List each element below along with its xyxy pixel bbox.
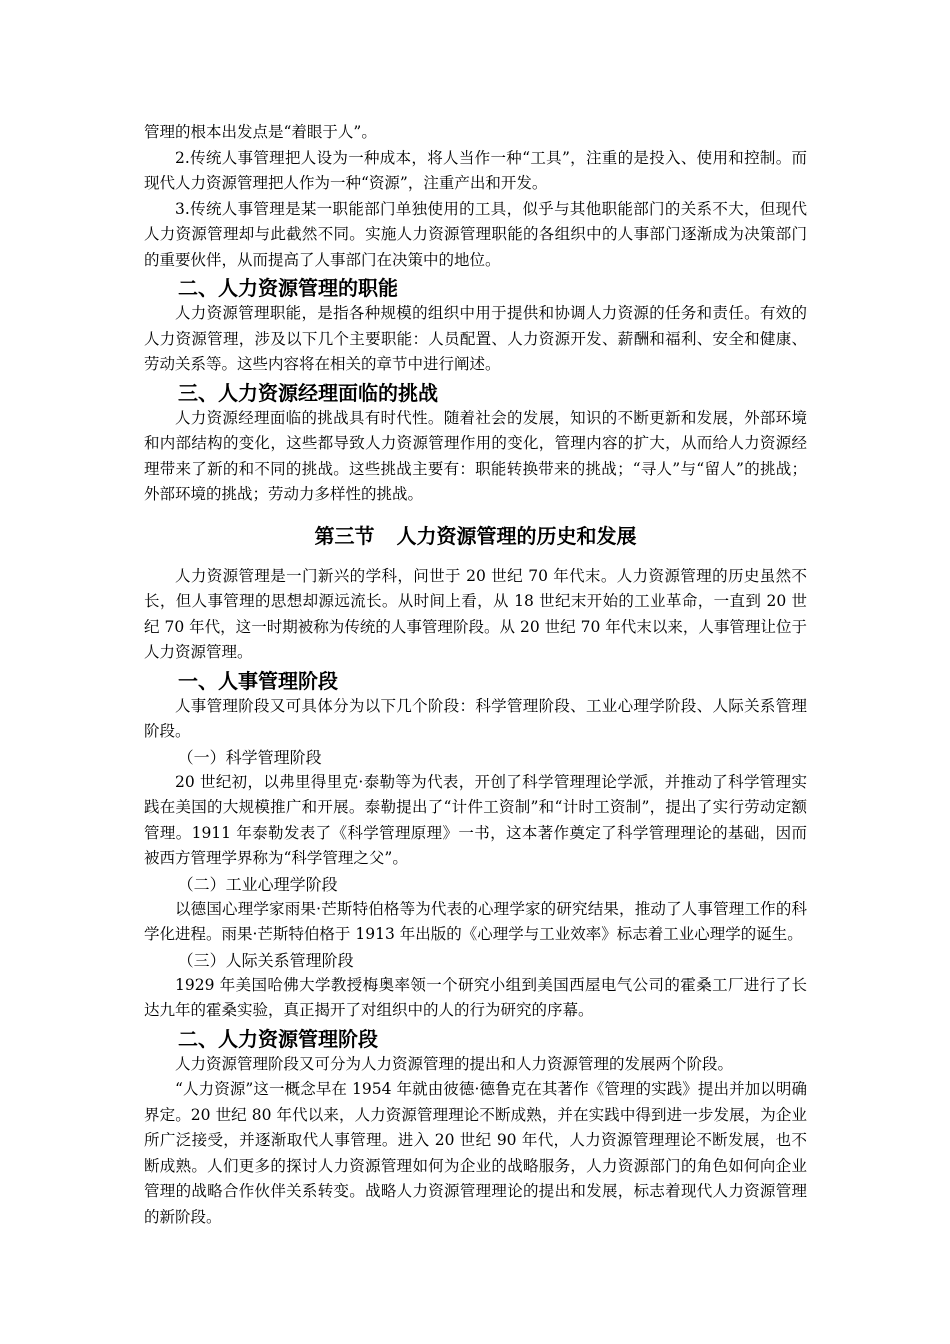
section-title: 人力资源管理的历史和发展 (396, 523, 637, 548)
section-heading: 二、人力资源管理的职能 (178, 276, 398, 300)
paragraph: 20 世纪初，以弗里得里克·泰勒等为代表，开创了科学管理理论学派，并推动了科学管理实践在美国的大规模推广和开展。泰勒提出了“计件工资制”和“计时工资制”，提出了实行劳动定额管理。1911 年泰勒发表了《科学管理原理》一书，这本著作奠定了科学管理理论的基础，因而被西方管理学界称为“科学管理之父”。 (144, 772, 807, 867)
paragraph: 人力资源经理面临的挑战具有时代性。随着社会的发展，知识的不断更新和发展，外部环境和内部结构的变化，这些都导致人力资源管理作用的变化，管理内容的扩大，从而给人力资源经理带来了新的和不同的挑战。这些挑战主要有：职能转换带来的挑战；“寻人”与“留人”的挑战；外部环境的挑战；劳动力多样性的挑战。 (144, 408, 807, 503)
paragraph: 人力资源管理是一门新兴的学科，问世于 20 世纪 70 年代末。人力资源管理的历史虽然不长，但人事管理的思想却源远流长。从时间上看，从 18 世纪末开始的工业革命，一直到 20 世纪 70 年代，这一时期被称为传统的人事管理阶段。从 20 世纪 70 年代末以来，人事管理让位于人力资源管理。 (144, 566, 807, 661)
paragraph: 以德国心理学家雨果·芒斯特伯格等为代表的心理学家的研究结果，推动了人事管理工作的科学化进程。雨果·芒斯特伯格于 1913 年出版的《心理学与工业效率》标志着工业心理学的诞生。 (144, 899, 807, 943)
subsection-heading: （三）人际关系管理阶段 (177, 950, 354, 970)
paragraph: 2.传统人事管理把人设为一种成本，将人当作一种“工具”，注重的是投入、使用和控制。而现代人力资源管理把人作为一种“资源”，注重产出和开发。 (144, 148, 807, 192)
section-number: 第三节 (314, 523, 375, 548)
paragraph: 人力资源管理职能，是指各种规模的组织中用于提供和协调人力资源的任务和责任。有效的人力资源管理，涉及以下几个主要职能：人员配置、人力资源开发、薪酬和福利、安全和健康、劳动关系等。这些内容将在相关的章节中进行阐述。 (144, 304, 807, 373)
paragraph: 1929 年美国哈佛大学教授梅奥率领一个研究小组到美国西屋电气公司的霍桑工厂进行了长达九年的霍桑实验，真正揭开了对组织中的人的行为研究的序幕。 (144, 975, 807, 1019)
paragraph: 3.传统人事管理是某一职能部门单独使用的工具，似乎与其他职能部门的关系不大，但现代人力资源管理却与此截然不同。实施人力资源管理职能的各组织中的人事部门逐渐成为决策部门的重要伙伴，从而提高了人事部门在决策中的地位。 (144, 199, 807, 269)
subsection-heading: （一）科学管理阶段 (177, 747, 322, 767)
chapter-section-title (144, 522, 807, 550)
paragraph: “人力资源”这一概念早在 1954 年就由彼德·德鲁克在其著作《管理的实践》提出并加以明确界定。20 世纪 80 年代以来，人力资源管理理论不断成熟，并在实践中得到进一步发展，为企业所广泛接受，并逐渐取代人事管理。进入 20 世纪 90 年代，人力资源管理理论不断发展，也不断成熟。人们更多的探讨人力资源管理如何为企业的战略服务，人力资源部门的角色如何向企业管理的战略合作伙伴关系转变。战略人力资源管理理论的提出和发展，标志着现代人力资源管理的新阶段。 (144, 1080, 807, 1226)
section-heading: 一、人事管理阶段 (178, 668, 338, 693)
document-page (144, 120, 807, 1230)
section-heading: 二、人力资源管理阶段 (178, 1026, 378, 1051)
subsection-heading: （二）工业心理学阶段 (177, 874, 338, 894)
paragraph: 人事管理阶段又可具体分为以下几个阶段：科学管理阶段、工业心理学阶段、人际关系管理阶段。 (144, 696, 807, 740)
section-heading: 三、人力资源经理面临的挑战 (178, 380, 438, 405)
paragraph: 管理的根本出发点是“着眼于人”。 (144, 123, 377, 141)
paragraph: 人力资源管理阶段又可分为人力资源管理的提出和人力资源管理的发展两个阶段。 (175, 1054, 734, 1073)
